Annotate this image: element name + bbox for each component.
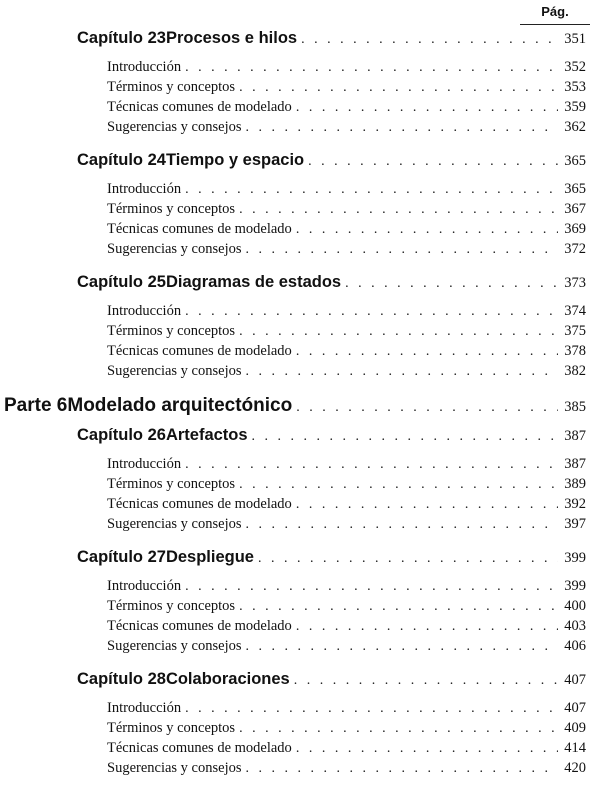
chapter-number: Capítulo 28 [77,670,166,688]
entry-title: Técnicas comunes de modelado [107,343,292,359]
entry-title: Términos y conceptos [107,720,236,736]
entry-title: Términos y conceptos [107,476,236,492]
page-number: 382 [564,363,586,379]
page-column-header: Pág. [541,4,569,19]
page-number: 351 [564,31,586,47]
chapter-title: Tiempo y espacio [165,151,305,169]
page-number: 406 [564,638,586,654]
entry-title: Términos y conceptos [107,323,236,339]
page-number: 387 [564,428,586,444]
page-number: 359 [564,99,586,115]
page-number: 407 [564,672,586,688]
dot-leader [246,761,559,777]
dot-leader [294,673,559,689]
entry-title: Términos y conceptos [107,201,236,217]
page-number: 374 [564,303,586,319]
chapter-title: Despliegue [165,548,254,566]
dot-leader [185,701,558,717]
dot-leader [345,276,558,292]
toc-entry [0,638,600,655]
dot-leader [246,242,559,258]
entry-title: Introducción [107,456,182,472]
toc-entry [0,241,600,258]
dot-leader [301,32,558,48]
page-number: 378 [564,343,586,359]
dot-leader [246,639,559,655]
chapter-title: Diagramas de estados [165,273,342,291]
page-number: 352 [564,59,586,75]
chapter-title: Artefactos [165,426,248,444]
page-number: 420 [564,760,586,776]
page-number: 353 [564,79,586,95]
dot-leader [185,457,558,473]
entry-title: Introducción [107,303,182,319]
dot-leader [246,364,559,380]
entry-title: Sugerencias y consejos [107,760,242,776]
page-number: 399 [564,550,586,566]
toc-chapter-heading [0,29,600,48]
toc-chapter-heading [0,426,600,445]
entry-title: Sugerencias y consejos [107,638,242,654]
toc-chapter-heading [0,151,600,170]
entry-title: Técnicas comunes de modelado [107,496,292,512]
header-rule [520,24,590,25]
toc-entry [0,181,600,198]
entry-title: Técnicas comunes de modelado [107,221,292,237]
toc-entry [0,720,600,737]
entry-title: Introducción [107,700,182,716]
toc-entry [0,618,600,635]
toc-entry [0,598,600,615]
toc-entry [0,476,600,493]
entry-title: Introducción [107,181,182,197]
dot-leader [296,400,558,416]
page-number: 365 [564,153,586,169]
entry-title: Sugerencias y consejos [107,516,242,532]
dot-leader [239,202,558,218]
dot-leader [252,429,559,445]
entry-title: Sugerencias y consejos [107,363,242,379]
toc-entry [0,221,600,238]
chapter-number: Capítulo 25 [77,273,166,291]
entry-title: Técnicas comunes de modelado [107,99,292,115]
entry-title: Términos y conceptos [107,79,236,95]
part-number: Parte 6 [4,395,68,416]
part-title: Modelado arquitectónico [67,395,293,416]
page-number: 407 [564,700,586,716]
entry-title: Técnicas comunes de modelado [107,618,292,634]
page-number: 389 [564,476,586,492]
page-number: 387 [564,456,586,472]
dot-leader [296,100,558,116]
page-number: 397 [564,516,586,532]
dot-leader [239,721,558,737]
entry-title: Términos y conceptos [107,598,236,614]
toc-entry [0,201,600,218]
dot-leader [185,579,558,595]
toc-entry [0,456,600,473]
page-number: 375 [564,323,586,339]
toc-entry [0,303,600,320]
chapter-number: Capítulo 24 [77,151,166,169]
page-number: 403 [564,618,586,634]
dot-leader [246,120,559,136]
dot-leader [246,517,559,533]
toc-chapter-heading [0,670,600,689]
toc-chapter-heading [0,548,600,567]
dot-leader [296,619,558,635]
entry-title: Técnicas comunes de modelado [107,740,292,756]
dot-leader [239,599,558,615]
toc-entry [0,700,600,717]
toc-entry [0,323,600,340]
entry-title: Sugerencias y consejos [107,119,242,135]
toc-entry [0,99,600,116]
chapter-number: Capítulo 26 [77,426,166,444]
dot-leader [239,324,558,340]
chapter-number: Capítulo 23 [77,29,166,47]
dot-leader [296,741,558,757]
toc-entry [0,79,600,96]
chapter-number: Capítulo 27 [77,548,166,566]
entry-title: Introducción [107,59,182,75]
chapter-title: Procesos e hilos [165,29,298,47]
toc-entry [0,119,600,136]
chapter-title: Colaboraciones [165,670,290,688]
entry-title: Sugerencias y consejos [107,241,242,257]
toc-entry [0,343,600,360]
toc-chapter-heading [0,273,600,292]
dot-leader [185,304,558,320]
toc-entry [0,363,600,380]
dot-leader [308,154,558,170]
page-number: 365 [564,181,586,197]
toc-entry [0,496,600,513]
dot-leader [185,182,558,198]
page-number: 373 [564,275,586,291]
dot-leader [239,477,558,493]
dot-leader [239,80,558,96]
toc-entry [0,740,600,757]
page-number: 414 [564,740,586,756]
toc-entry [0,516,600,533]
dot-leader [296,497,558,513]
dot-leader [258,551,558,567]
page-number: 392 [564,496,586,512]
page-number: 399 [564,578,586,594]
dot-leader [185,60,558,76]
page-number: 385 [564,399,586,415]
page-number: 400 [564,598,586,614]
toc-entry [0,760,600,777]
dot-leader [296,344,558,360]
page-number: 362 [564,119,586,135]
toc-part-heading [0,395,600,417]
page-number: 409 [564,720,586,736]
toc-entry [0,578,600,595]
page-number: 372 [564,241,586,257]
page-number: 369 [564,221,586,237]
dot-leader [296,222,558,238]
toc-entry [0,59,600,76]
page-number: 367 [564,201,586,217]
entry-title: Introducción [107,578,182,594]
